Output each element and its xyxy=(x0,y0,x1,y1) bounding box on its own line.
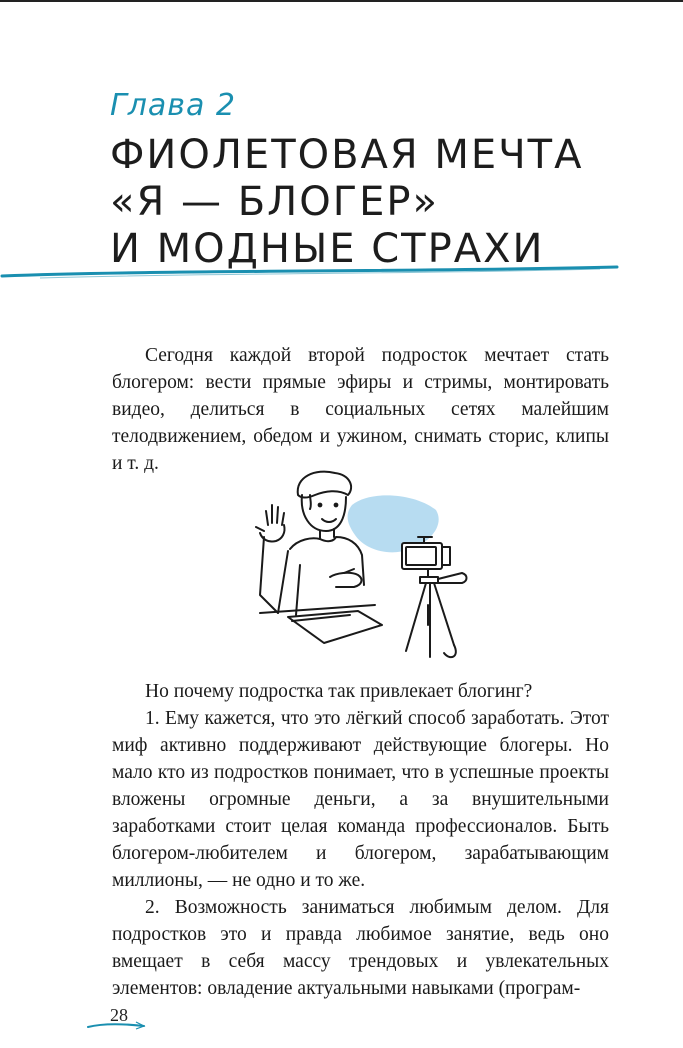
chapter-label: Глава 2 xyxy=(110,88,236,123)
intro-paragraph: Сегодня каждой второй подросток мечтает стать блогером: вести прямые эфиры и стримы, монтировать видео, делиться в социальных сетях малейшим телодвижением, обедом и ужином, снимать сторис, клипы и т. д. xyxy=(112,345,609,474)
chapter-title xyxy=(110,132,650,273)
question-paragraph: Но почему подростка так привлекает блогинг? xyxy=(145,681,533,702)
chapter-title-line-3: И МОДНЫЕ СТРАХИ xyxy=(110,226,545,272)
page-number-swoosh xyxy=(86,1018,146,1032)
chapter-title-line-2: «Я — БЛОГЕР» xyxy=(110,179,439,225)
page-number: 28 xyxy=(110,1005,128,1025)
chapter-title-line-1: ФИОЛЕТОВАЯ МЕЧТА xyxy=(110,132,584,178)
blogger-illustration xyxy=(240,465,480,660)
title-underline-swoosh xyxy=(0,258,683,282)
list-item-2: 2. Возможность заниматься любимым делом. Для подростков это и правда любимое занятие, ведь оно вмещает в себя массу трендовых и увлекательных элементов: овладение актуальными навыками (програм- xyxy=(112,897,609,999)
list-item-1: 1. Ему кажется, что это лёгкий способ заработать. Этот миф активно поддерживают действующие блогеры. Но мало кто из подростков понимает, что в успешные проекты вложены огромные деньги, а за внушительными заработками стоит целая команда профессионалов. Быть блогером-любителем и блогером, зарабатывающим миллионы, — не одно и то же. xyxy=(112,708,609,891)
top-border xyxy=(0,0,683,2)
body-continuation xyxy=(112,678,609,1002)
